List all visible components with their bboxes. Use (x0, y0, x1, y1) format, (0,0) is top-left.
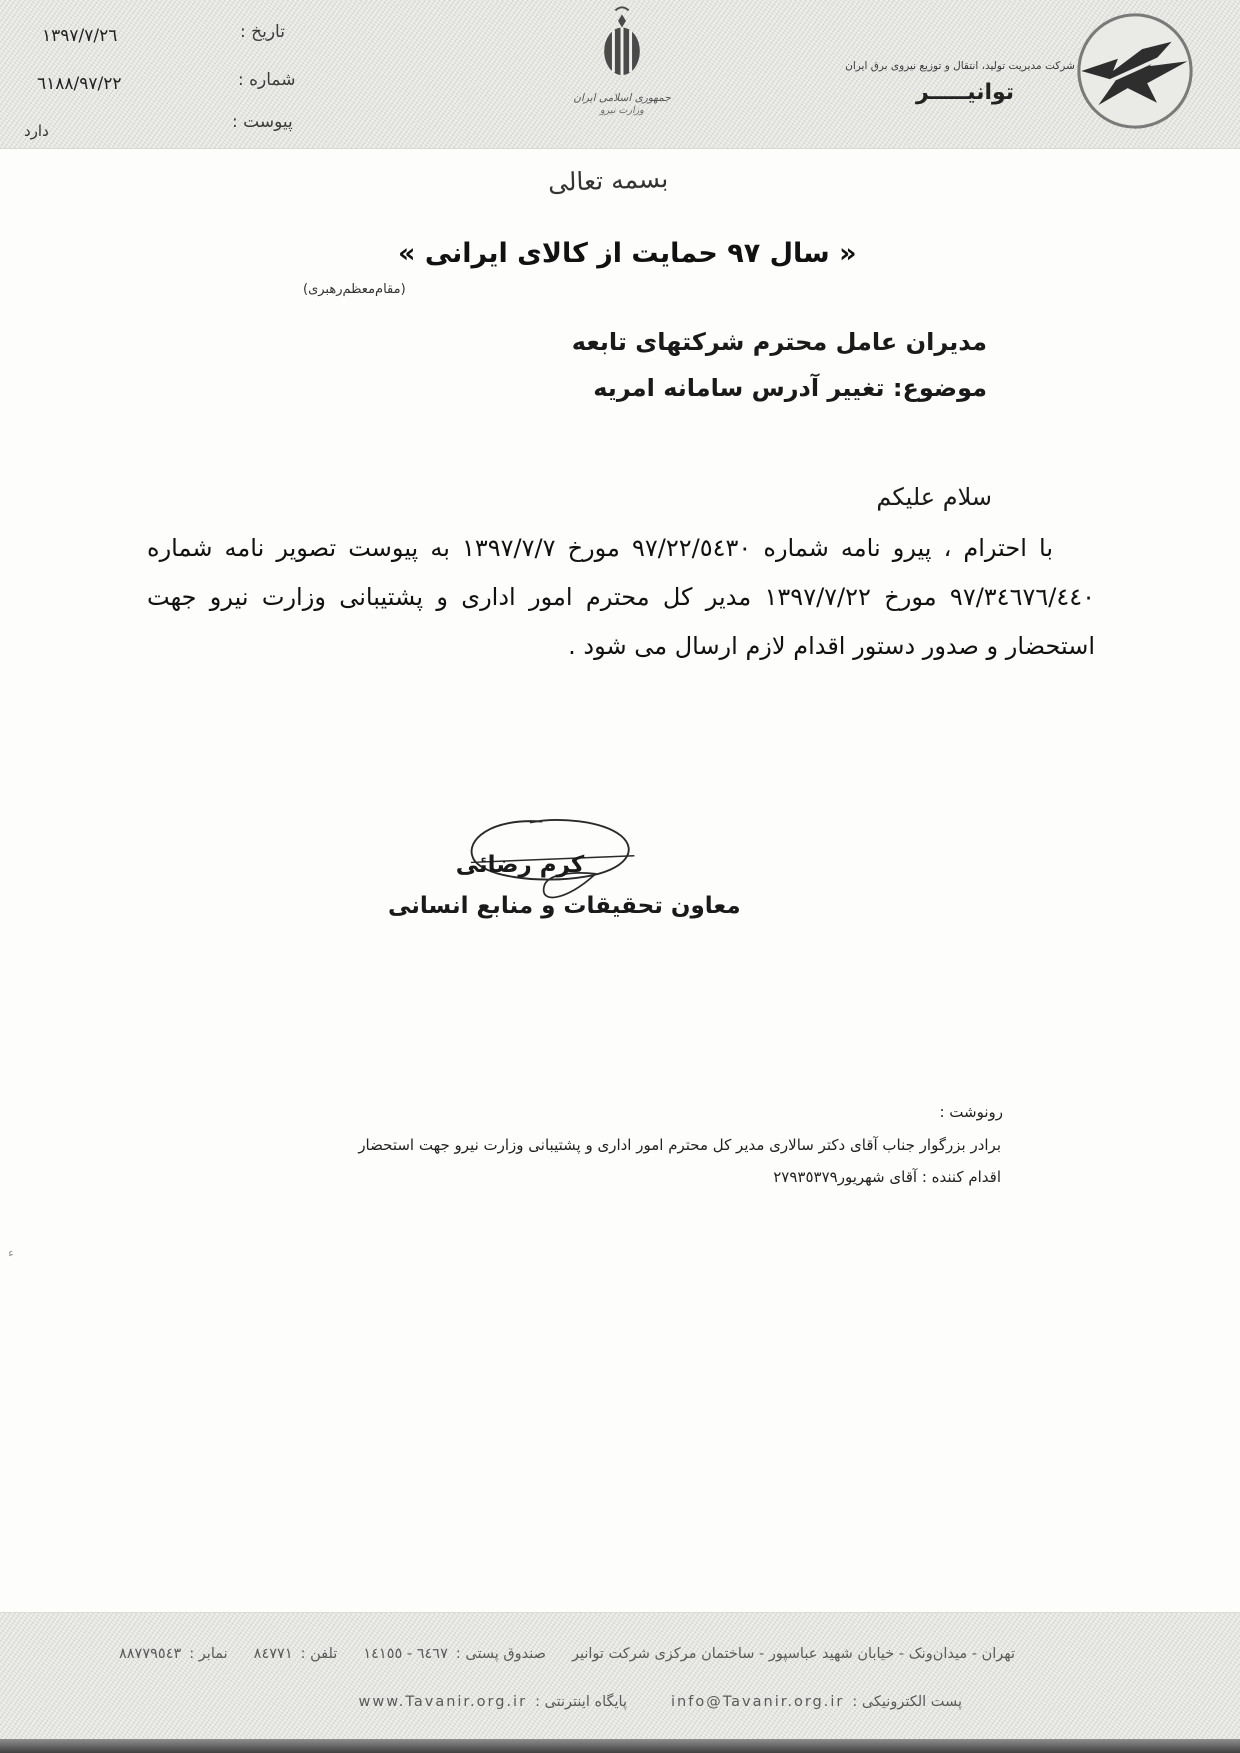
recipient-line: مدیران عامل محترم شرکتهای تابعه (571, 328, 987, 356)
website-label: پایگاه اینترنتی : (535, 1694, 627, 1710)
fax-label: نمابر : (189, 1646, 228, 1662)
letterhead-band (0, 0, 1240, 149)
tavanir-logo-icon (1074, 10, 1196, 136)
date-label: تاریخ : (240, 22, 285, 42)
phone-label: تلفن : (300, 1646, 338, 1662)
year-slogan: « سال ۹۷ حمایت از کالای ایرانی » (398, 238, 857, 269)
email-value: info@Tavanir.org.ir (671, 1694, 845, 1710)
footer-band (0, 1612, 1240, 1753)
scan-edge-strip (0, 1739, 1240, 1753)
company-name: شرکت مدیریت تولید، انتقال و توزیع نیروی برق ایران (845, 60, 1075, 72)
footer-address: تهران - میدان‌ونک - خیابان شهید عباسپور - ساختمان مرکزی شرکت توانیر (571, 1646, 1015, 1662)
slogan-attribution: (مقام‌معظم‌رهبری) (303, 282, 406, 297)
signer-title: معاون تحقیقات و منابع انسانی (388, 893, 741, 919)
footer-contact-line (119, 1646, 1015, 1662)
pobox-label: صندوق پستی : (455, 1646, 546, 1662)
besmeleh-heading: بسمه تعالی (547, 163, 669, 198)
company-short-name: توانیـــــر (915, 80, 1015, 105)
greeting-line: سلام علیکم (876, 483, 992, 511)
iran-emblem-icon (589, 73, 655, 92)
emblem-ministry-caption: وزارت نیرو (600, 105, 644, 116)
footer-web-line (359, 1694, 962, 1710)
attachment-note: دارد (24, 122, 49, 140)
cc-actor-line: اقدام کننده : آقای شهریور۲۷۹۳٥۳۷۹ (773, 1168, 1001, 1186)
phone-value: ۸٤۷۷۱ (253, 1646, 293, 1662)
footer-fax (119, 1646, 228, 1662)
emblem-country-caption: جمهوری اسلامی ایران (573, 92, 671, 104)
footer-pobox (363, 1646, 546, 1662)
number-label: شماره : (238, 70, 296, 90)
attachment-label: پیوست : (232, 112, 293, 132)
number-value: ۹۷/۲۲/٦۱۸۸ (37, 74, 122, 94)
footer-website (359, 1694, 627, 1710)
cc-label: رونوشت : (939, 1103, 1003, 1121)
subject-line: موضوع: تغییر آدرس سامانه امریه (593, 374, 987, 402)
fax-value: ۸۸۷۷۹٥٤۳ (118, 1646, 182, 1662)
pobox-value: ٦٤٦۷ - ۱٤۱٥٥ (363, 1646, 448, 1662)
website-value: www.Tavanir.org.ir (358, 1694, 528, 1710)
footer-email (671, 1694, 962, 1710)
national-emblem-block (562, 4, 682, 116)
body-paragraph: با احترام ، پیرو نامه شماره ۹۷/۲۲/٥٤۳۰ مورخ ۱۳۹۷/۷/۷ به پیوست تصویر نامه شماره ۹۷/۳٤٦۷٦/٤٤۰ مورخ ۱۳۹۷/۷/۲۲ مدیر کل محترم امور اداری و پشتیبانی وزارت نیرو جهت استحضار و صدور دستور اقدام لازم ارسال می شود . (147, 534, 1095, 660)
email-label: پست الکترونیکی : (852, 1694, 962, 1710)
footer-phone (254, 1646, 338, 1662)
scan-artifact-mark: ء (8, 1246, 14, 1260)
cc-recipient-line: برادر بزرگوار جناب آقای دکتر سالاری مدیر کل محترم امور اداری و پشتیبانی وزارت نیرو جهت استحضار (358, 1136, 1001, 1154)
date-value: ۱۳۹۷/۷/۲٦ (42, 26, 118, 46)
signer-name: کرم رضائی (455, 852, 585, 878)
